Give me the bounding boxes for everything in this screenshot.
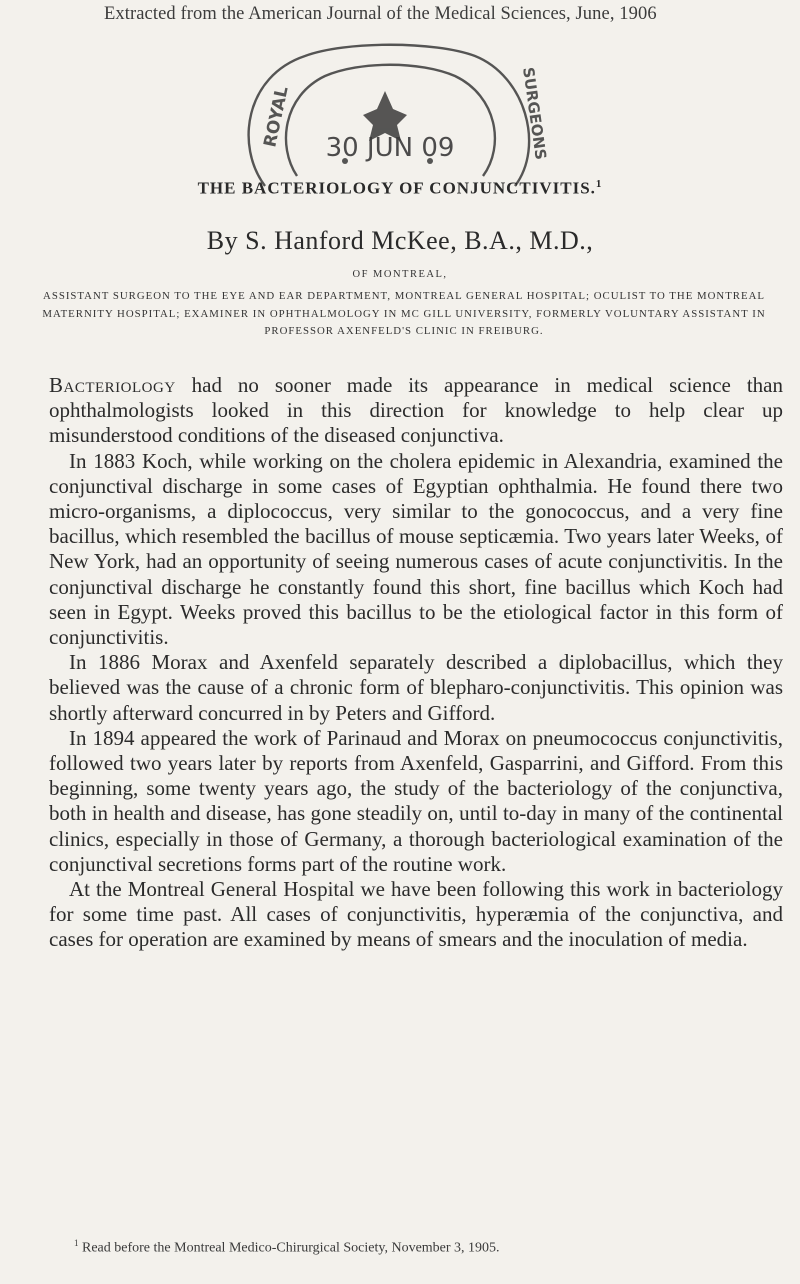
article-title-text: THE BACTERIOLOGY OF CONJUNCTIVITIS. — [197, 178, 596, 198]
author-affiliation: ASSISTANT SURGEON TO THE EYE AND EAR DEPARTMENT, MONTREAL GENERAL HOSPITAL; OCULIST TO THE MONTREAL MATERNITY HOSPITAL; EXAMINER IN OPHTHALMOLOGY IN MC GILL UNIVERSITY, FORMERLY VOLUNTARY ASSISTANT IN PROFESSOR AXENFELD'S CLINIC IN FREIBURG. — [42, 290, 766, 337]
footnote-mark: 1 — [74, 1238, 79, 1248]
stamp-date: 30 JUN 09 — [325, 133, 455, 163]
title-footnote-mark: 1 — [595, 178, 603, 190]
footnote — [74, 1238, 774, 1257]
stamp-left-text: ROYAL — [260, 84, 293, 150]
footnote-text: Read before the Montreal Medico-Chirurgical Society, November 3, 1905. — [78, 1240, 500, 1256]
paragraph-2: In 1883 Koch, while working on the cholera epidemic in Alexandria, examined the conjunctival discharge in some cases of Egyptian ophthalmia. He found there two micro-organisms, a diplococcus, very similar to the gonococcus, and a very fine bacillus, which resembled the bacillus of mouse septicæmia. Two years later Weeks, of New York, had an opportunity of seeing numerous cases of acute conjunctivitis. In the conjunctival discharge he constantly found this short, fine bacillus which Koch had seen in Egypt. Weeks proved this bacillus to be the etiological factor in this form of conjunctivitis. — [49, 448, 783, 650]
author-byline: By S. Hanford McKee, B.A., M.D., — [206, 226, 594, 255]
paragraph-3: In 1886 Morax and Axenfeld separately described a diplobacillus, which they believed was the cause of a chronic form of blepharo-conjunctivitis. This opinion was shortly afterward concurred in by Peters and Gifford. — [49, 650, 783, 725]
paragraph-1 — [49, 373, 783, 449]
author-city: OF MONTREAL, — [352, 269, 448, 280]
library-stamp — [225, 36, 555, 196]
paragraph-1-rest: had no sooner made its appearance in medical science than ophthalmologists looked in this direction for knowledge to help clear up misunderstood conditions of the diseased conjunctiva. — [49, 373, 783, 448]
extraction-note: Extracted from the American Journal of the Medical Sciences, June, 1906 — [104, 4, 657, 24]
paragraph-5: At the Montreal General Hospital we have been following this work in bacteriology for some time past. All cases of conjunctivitis, hyperæmia of the conjunctiva, and cases for operation are examined by means of smears and the inoculation of media. — [49, 877, 783, 952]
article-body — [49, 373, 783, 953]
paragraph-1-lead: Bacteriology — [49, 373, 176, 397]
article-title — [0, 178, 800, 199]
stamp-right-text: SURGEONS — [519, 66, 550, 161]
paragraph-4: In 1894 appeared the work of Parinaud and Morax on pneumococcus conjunctivitis, followed two years later by reports from Axenfeld, Gasparrini, and Gifford. From this beginning, some twenty years ago, the study of the bacteriology of the conjunctiva, both in health and disease, has gone steadily on, until to-day in many of the continental clinics, especially in those of Germany, a thorough bacteriological examination of the conjunctival secretions forms part of the routine work. — [49, 725, 783, 876]
